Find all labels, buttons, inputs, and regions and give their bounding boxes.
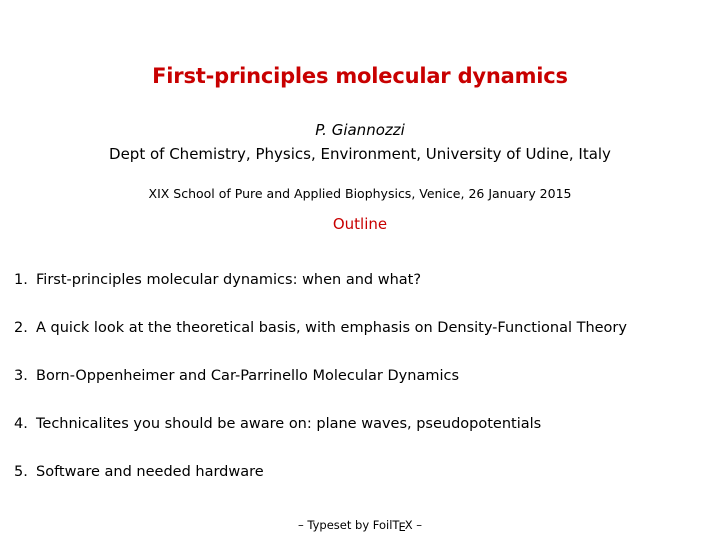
outline-item-text: A quick look at the theoretical basis, with emphasis on Density-Functional Theory bbox=[36, 320, 627, 336]
outline-item bbox=[14, 364, 627, 388]
outline-item-number: 4. bbox=[14, 416, 28, 432]
outline-item bbox=[14, 460, 627, 484]
outline-item-text: First-principles molecular dynamics: when and what? bbox=[36, 272, 422, 288]
outline-item-number: 1. bbox=[14, 272, 28, 288]
outline-item-number: 5. bbox=[14, 464, 28, 480]
outline-item bbox=[14, 412, 627, 436]
slide-title: First-principles molecular dynamics bbox=[152, 64, 568, 88]
outline-item-text: Born-Oppenheimer and Car-Parrinello Molecular Dynamics bbox=[36, 368, 460, 384]
event-line: XIX School of Pure and Applied Biophysics, Venice, 26 January 2015 bbox=[148, 186, 572, 201]
outline-item-text: Software and needed hardware bbox=[36, 464, 264, 480]
tex-logo-x: X bbox=[404, 518, 413, 532]
outline-item bbox=[14, 268, 627, 292]
outline-list bbox=[14, 268, 627, 508]
footer-prefix: – Typeset by Foil bbox=[297, 518, 393, 532]
outline-item-number: 3. bbox=[14, 368, 28, 384]
outline-item-number: 2. bbox=[14, 320, 28, 336]
author-affiliation: Dept of Chemistry, Physics, Environment, University of Udine, Italy bbox=[109, 145, 611, 163]
outline-heading: Outline bbox=[332, 215, 388, 233]
footer-typeset-note bbox=[0, 518, 720, 532]
outline-item-text: Technicalites you should be aware on: plane waves, pseudopotentials bbox=[36, 416, 542, 432]
footer-suffix: – bbox=[412, 518, 423, 532]
outline-item bbox=[14, 316, 627, 340]
tex-logo-t: T bbox=[392, 518, 400, 532]
tex-logo-e: E bbox=[398, 520, 406, 534]
author-name: P. Giannozzi bbox=[315, 121, 405, 139]
